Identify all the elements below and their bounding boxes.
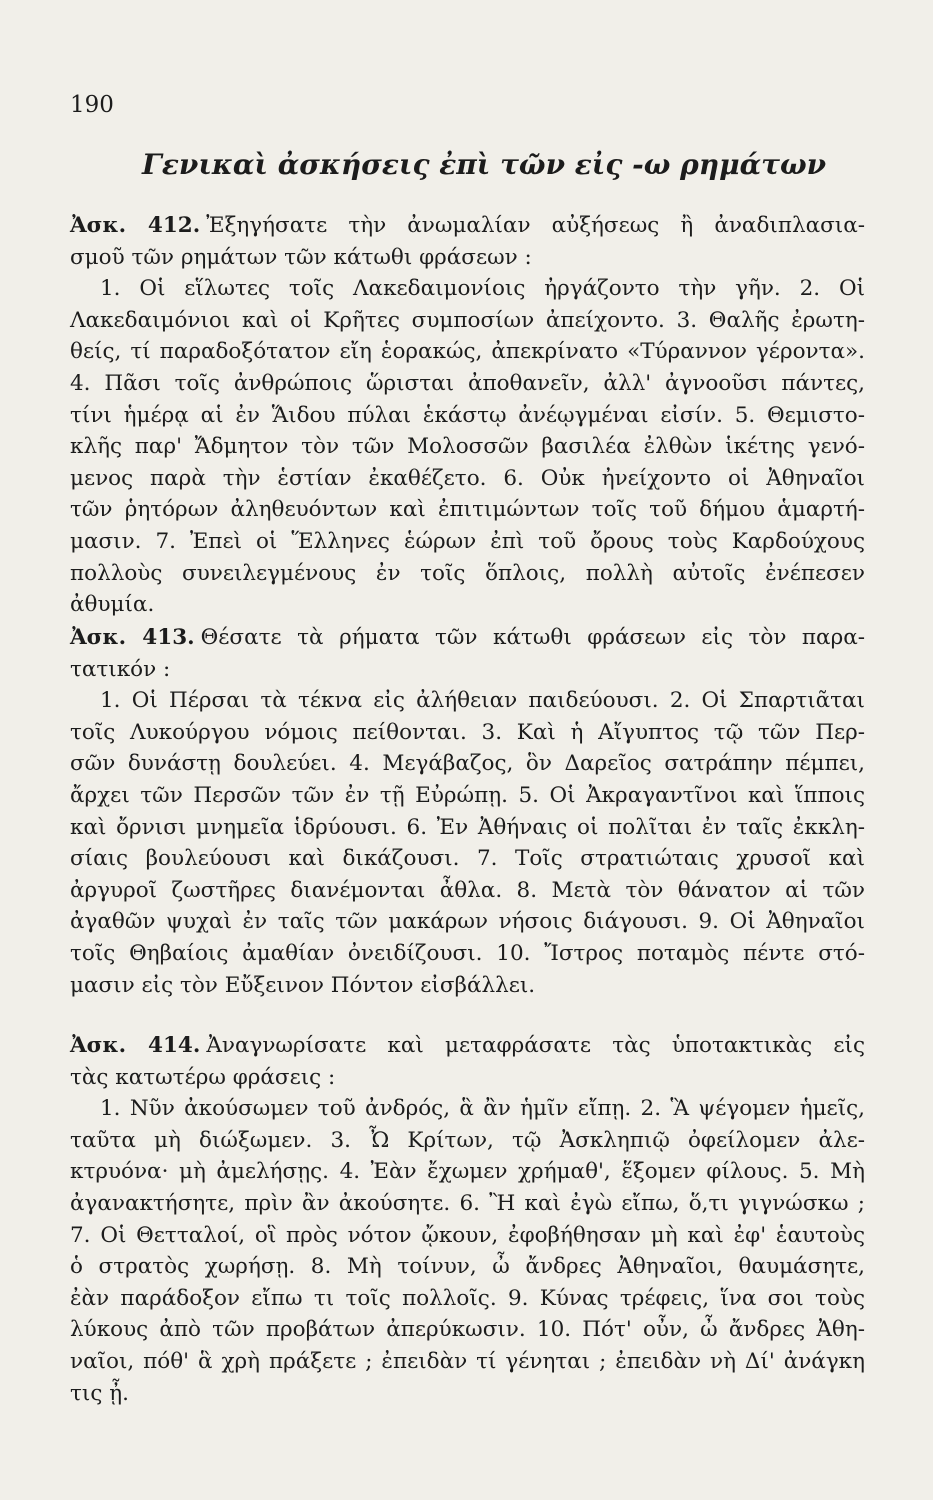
text-line: κλῆς παρ' Ἄδμητον τὸν τῶν Μολοσσῶν βασιλέα ἐλθὼν ἱκέτης γενό- bbox=[70, 434, 865, 460]
text-line: 1. Νῦν ἀκούσωμεν τοῦ ἀνδρός, ἃ ἂν ἡμῖν εἴπῃ. 2. Ἃ ψέγομεν ἡμεῖς, bbox=[100, 1096, 865, 1122]
text-line: ἀγαθῶν ψυχαὶ ἐν ταῖς τῶν μακάρων νήσοις διάγουσι. 9. Οἱ Ἀθηναῖοι bbox=[70, 909, 865, 935]
text-line: 1. Οἱ εἵλωτες τοῖς Λακεδαιμονίοις ἠργάζοντο τὴν γῆν. 2. Οἱ bbox=[100, 276, 865, 302]
text-line: καὶ ὄρνισι μνημεῖα ἱδρύουσι. 6. Ἐν Ἀθήναις οἱ πολῖται ἐν ταῖς ἐκκλη- bbox=[70, 814, 865, 840]
text-line: μενος παρὰ τὴν ἑστίαν ἐκαθέζετο. 6. Οὐκ ἠνείχοντο οἱ Ἀθηναῖοι bbox=[70, 465, 865, 491]
text-line: 7. Οἱ Θετταλοί, οἳ πρὸς νότον ᾤκουν, ἐφοβήθησαν μὴ καὶ ἐφ' ἑαυτοὺς bbox=[70, 1222, 865, 1248]
text-line: σῶν δυνάστῃ δουλεύει. 4. Μεγάβαζος, ὃν Δαρεῖος σατράπην πέμπει, bbox=[70, 751, 865, 777]
instruction-line: τατικόν : bbox=[70, 656, 171, 682]
instruction-line bbox=[70, 1030, 865, 1062]
text-line: πολλοὺς συνειλεγμένους ἐν τοῖς ὅπλοις, πολλὴ αὐτοῖς ἐνέπεσεν bbox=[70, 560, 865, 586]
text-line: λύκους ἀπὸ τῶν προβάτων ἀπερύκωσιν. 10. Πότ' οὖν, ὦ ἄνδρες Ἀθη- bbox=[70, 1317, 865, 1343]
text-line: ἐὰν παράδοξον εἴπω τι τοῖς πολλοῖς. 9. Κύνας τρέφεις, ἵνα σοι τοὺς bbox=[70, 1285, 865, 1311]
instruction-text: Ἐξηγήσατε τὴν ἀνωμαλίαν αὐξήσεως ἢ ἀναδιπλασια- bbox=[206, 213, 865, 238]
text-line: κτρυόνα· μὴ ἀμελήσῃς. 4. Ἐὰν ἔχωμεν χρήμαθ', ἕξομεν φίλους. 5. Μὴ bbox=[70, 1159, 865, 1185]
instruction-text: Θέσατε τὰ ρήματα τῶν κάτωθι φράσεων εἰς τὸν παρα- bbox=[200, 625, 865, 650]
text-line: ἀργυροῖ ζωστῆρες διανέμονται ἆθλα. 8. Μετὰ τὸν θάνατον αἱ τῶν bbox=[70, 877, 865, 903]
instruction-line: σμοῦ τῶν ρημάτων τῶν κάτωθι φράσεων : bbox=[70, 244, 532, 270]
text-line: σίαις βουλεύουσι καὶ δικάζουσι. 7. Τοῖς στρατιώταις χρυσοῖ καὶ bbox=[70, 846, 865, 872]
text-line: μασιν εἰς τὸν Εὔξεινον Πόντον εἰσβάλλει. bbox=[70, 972, 536, 998]
text-line: 1. Οἱ Πέρσαι τὰ τέκνα εἰς ἀλήθειαν παιδεύουσι. 2. Οἱ Σπαρτιᾶται bbox=[100, 688, 865, 714]
text-line: ὁ στρατὸς χωρήσῃ. 8. Μὴ τοίνυν, ὦ ἄνδρες Ἀθηναῖοι, θαυμάσητε, bbox=[70, 1254, 865, 1280]
exercise-414 bbox=[70, 1030, 865, 1409]
instruction-line bbox=[70, 622, 865, 654]
exercise-413 bbox=[70, 622, 865, 1001]
text-line: ἀγανακτήσητε, πρὶν ἂν ἀκούσητε. 6. Ἢ καὶ ἐγὼ εἴπω, ὅ,τι γιγνώσκω ; bbox=[70, 1190, 865, 1216]
text-line: τῶν ῥητόρων ἀληθευόντων καὶ ἐπιτιμώντων τοῖς τοῦ δήμου ἁμαρτή- bbox=[70, 497, 865, 523]
text-line: Λακεδαιμόνιοι καὶ οἱ Κρῆτες συμποσίων ἀπείχοντο. 3. Θαλῆς ἐρωτη- bbox=[70, 307, 865, 333]
instruction-line bbox=[70, 210, 865, 242]
text-line: τις ᾖ. bbox=[70, 1380, 129, 1406]
section-title: Γενικαὶ ἀσκήσεις ἐπὶ τῶν εἰς -ω ρημάτων bbox=[142, 148, 827, 181]
exercise-label: Ἀσκ. 413. bbox=[70, 625, 195, 650]
exercise-label: Ἀσκ. 414. bbox=[70, 1033, 201, 1058]
text-line: θείς, τί παραδοξότατον εἴη ἑορακώς, ἀπεκρίνατο «Τύραννον γέροντα». bbox=[70, 339, 865, 365]
instruction-text: Ἀναγνωρίσατε καὶ μεταφράσατε τὰς ὑποτακτικὰς εἰς bbox=[206, 1033, 865, 1058]
text-line: τοῖς Θηβαίοις ἀμαθίαν ὀνειδίζουσι. 10. Ἴστρος ποταμὸς πέντε στό- bbox=[70, 940, 865, 966]
book-page bbox=[70, 0, 865, 1500]
text-line: ναῖοι, πόθ' ἃ χρὴ πράξετε ; ἐπειδὰν τί γένηται ; ἐπειδὰν νὴ Δί' ἀνάγκη bbox=[70, 1348, 865, 1374]
text-line: μασιν. 7. Ἐπεὶ οἱ Ἕλληνες ἑώρων ἐπὶ τοῦ ὄρους τοὺς Καρδούχους bbox=[70, 528, 865, 554]
page-number: 190 bbox=[70, 92, 114, 118]
text-line: ταῦτα μὴ διώξωμεν. 3. Ὦ Κρίτων, τῷ Ἀσκληπιῷ ὀφείλομεν ἀλε- bbox=[70, 1127, 865, 1153]
text-line: ἄρχει τῶν Περσῶν τῶν ἐν τῇ Εὐρώπῃ. 5. Οἱ Ἀκραγαντῖνοι καὶ ἵπποις bbox=[70, 782, 865, 808]
text-line: ἀθυμία. bbox=[70, 592, 155, 618]
text-line: 4. Πᾶσι τοῖς ἀνθρώποις ὥρισται ἀποθανεῖν, ἀλλ' ἀγνοοῦσι πάντες, bbox=[70, 370, 865, 396]
exercise-label: Ἀσκ. 412. bbox=[70, 213, 201, 238]
exercise-412 bbox=[70, 210, 865, 621]
instruction-line: τὰς κατωτέρω φράσεις : bbox=[70, 1064, 336, 1090]
text-line: τοῖς Λυκούργου νόμοις πείθονται. 3. Καὶ ἡ Αἴγυπτος τῷ τῶν Περ- bbox=[70, 719, 865, 745]
text-line: τίνι ἡμέρᾳ αἱ ἐν Ἅιδου πύλαι ἑκάστῳ ἀνέῳγμέναι εἰσίν. 5. Θεμιστο- bbox=[70, 402, 865, 428]
